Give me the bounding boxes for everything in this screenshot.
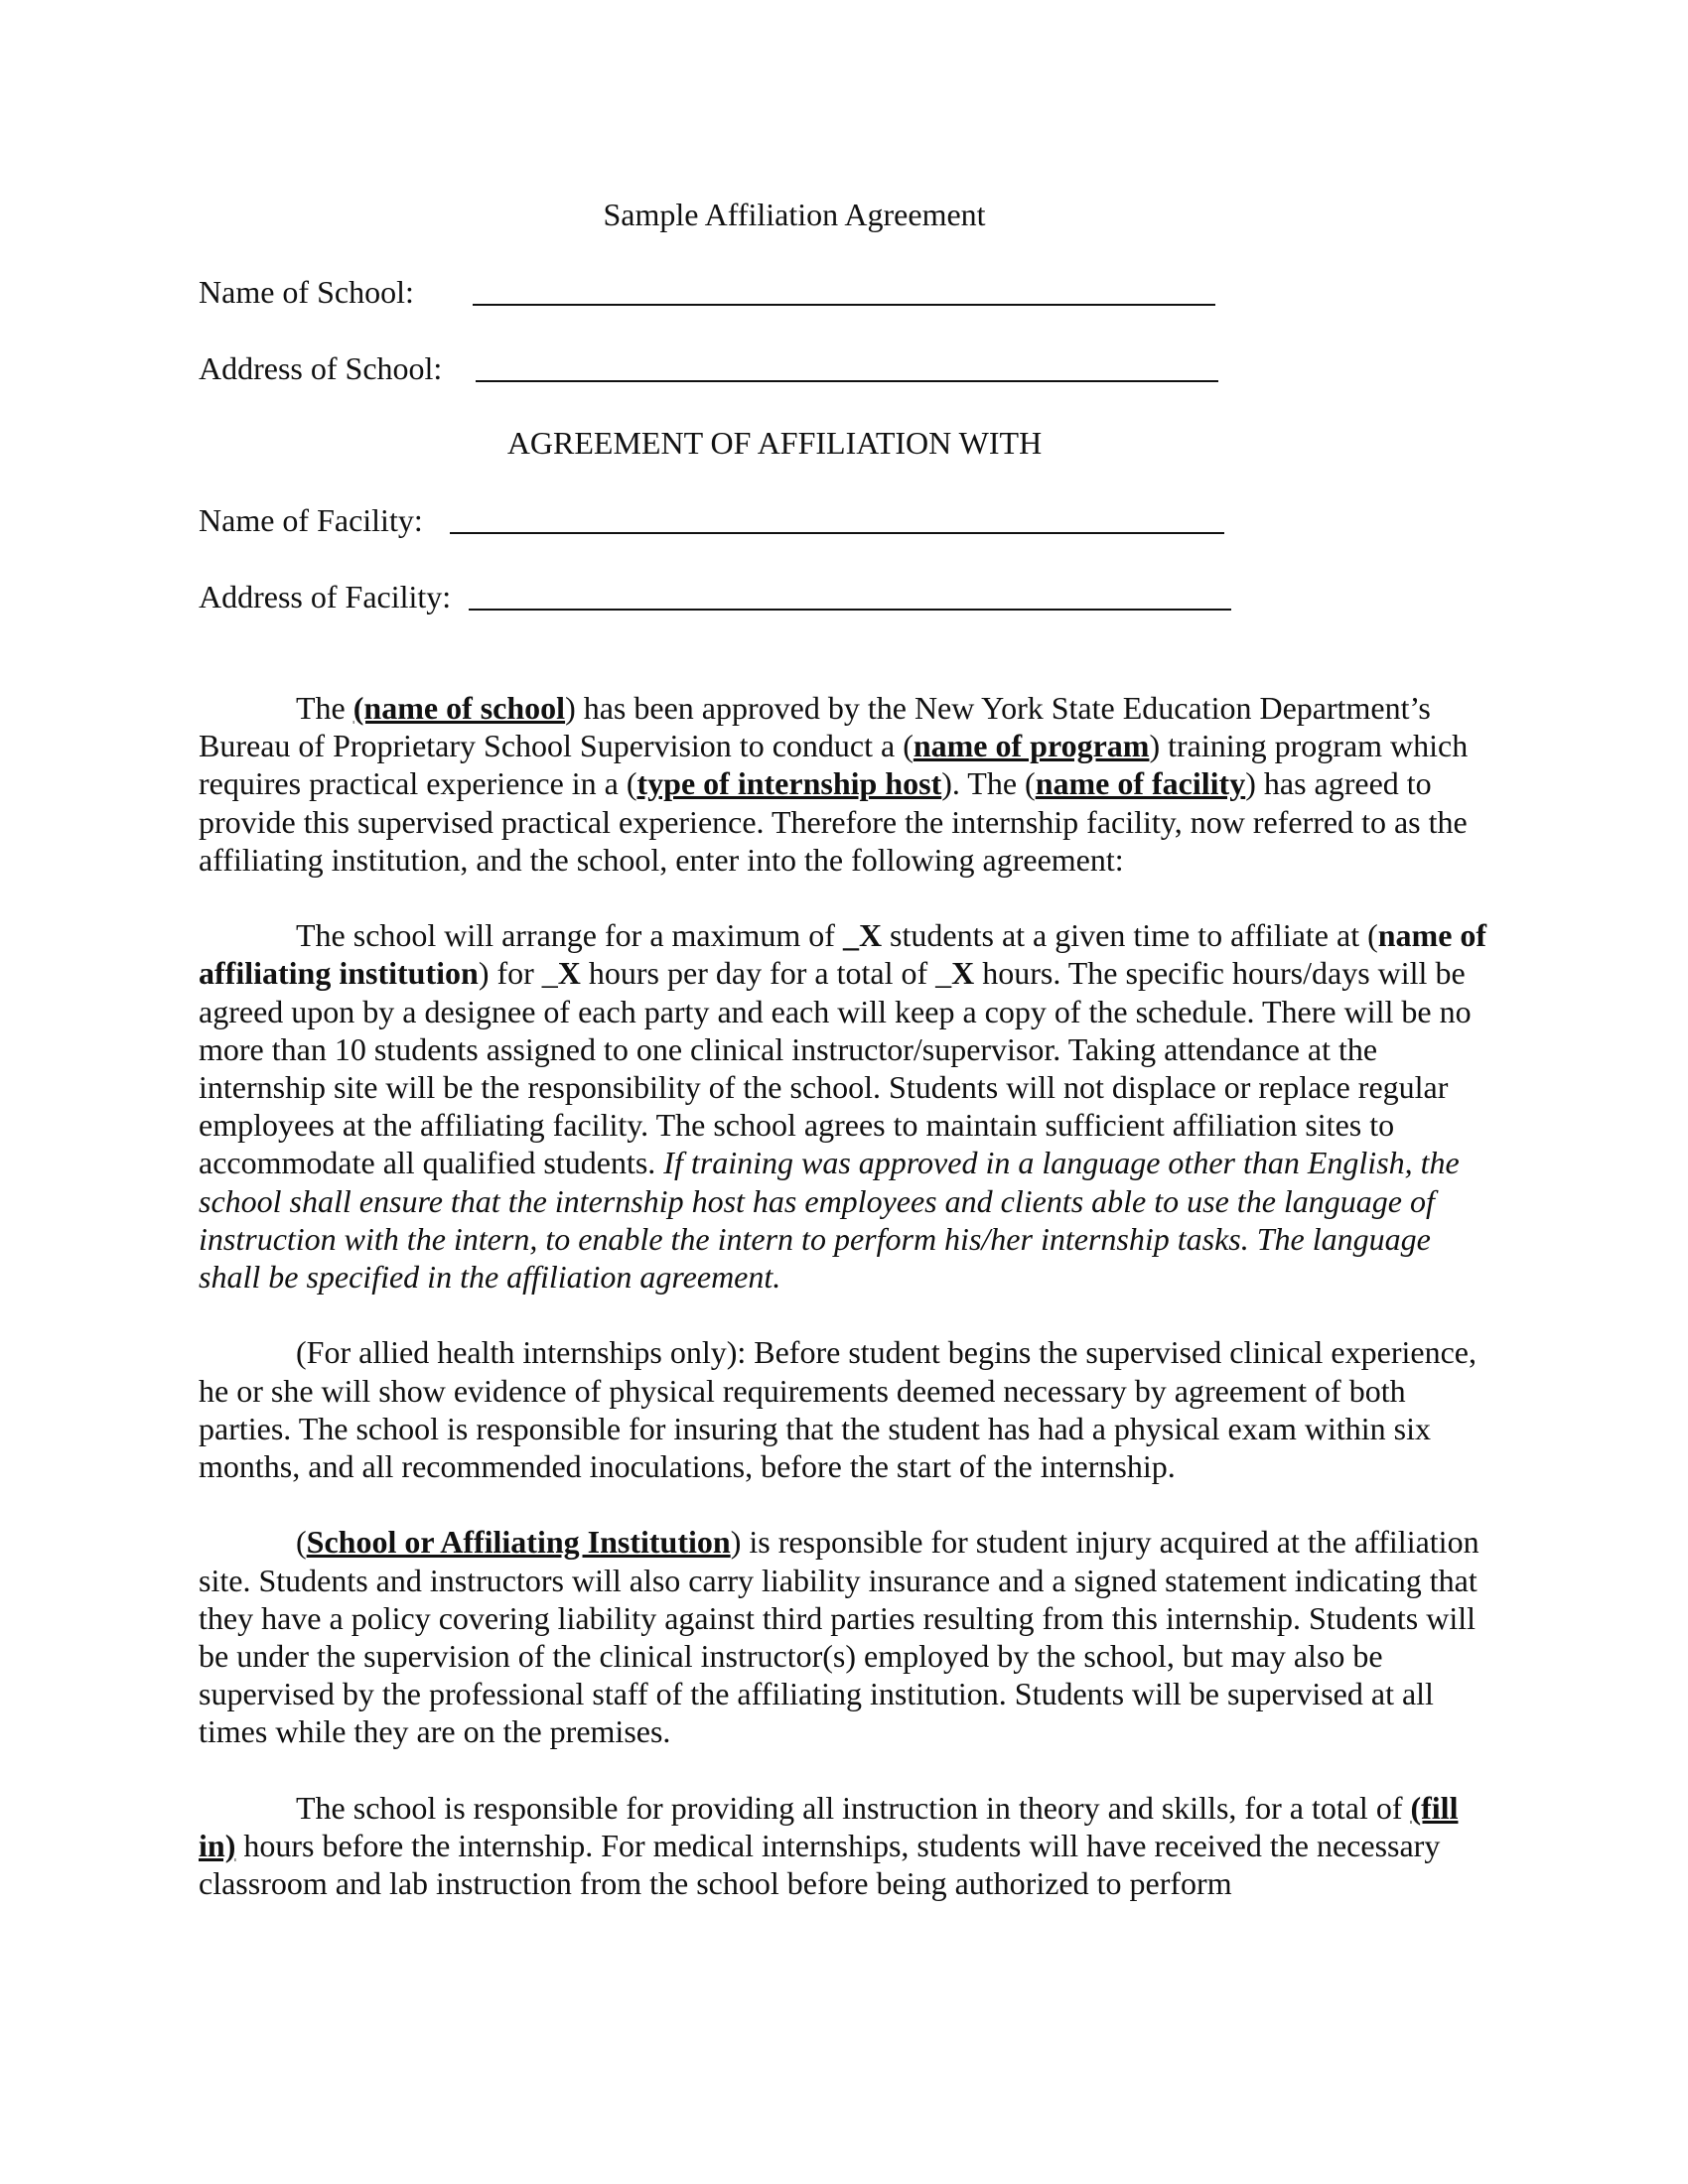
facility-name-blank [450, 532, 1224, 534]
facility-address-blank [469, 609, 1231, 611]
paragraph-approval: The (name of school) has been approved by the New York State Education Department’s Bureau of Proprietary School Supervision to conduct a (name of program) training program which requires practical experience in a (type of internship host). The (name of facility) has agreed to provide this supervised practical experience. Therefore the internship facility, now referred to as the affiliating institution, and the school, enter into the following agreement: [199, 690, 1469, 878]
document-title: Sample Affiliation Agreement [603, 197, 986, 232]
placeholder-name-of-facility: name of facility [1035, 765, 1246, 802]
facility-name-label: Name of Facility: [199, 502, 423, 538]
language-clause: If training was approved in a language other than English, the school shall ensure that the internship host has employees and clients able to use the language of instruction with the intern, to enable the intern to perform his/her internship tasks. The language shall be specified in the affiliation agreement. [199, 1145, 1460, 1296]
facility-address-label: Address of Facility: [199, 579, 452, 614]
agreement-subtitle: AGREEMENT OF AFFILIATION WITH [506, 425, 1043, 461]
placeholder-type-of-internship-host: type of internship host [636, 765, 942, 802]
placeholder-name-of-school: (name of school [352, 690, 566, 726]
placeholder-total-hours: X [951, 955, 975, 992]
agreement-body [199, 689, 1491, 1902]
paragraph-liability: (School or Affiliating Institution) is responsible for student injury acquired at the affiliation site. Students and instructors will also carry liability insurance and a signed statement indicating that they have a policy covering liability against third parties resulting from this internship. Students will be under the supervision of the clinical instructor(s) employed by the school, but may also be supervised by the professional staff of the affiliating institution. Students will be supervised at all times while they are on the premises. [199, 1524, 1479, 1750]
school-name-blank [473, 304, 1215, 306]
placeholder-name-of-program: name of program [913, 728, 1150, 764]
paragraph-instruction: The school is responsible for providing all instruction in theory and skills, for a total of (fill in) hours before the internship. For medical internships, students will have received the necessary classroom and lab instruction from the school before being authorized to perform [199, 1789, 1459, 1902]
paragraph-arrangement: The school will arrange for a maximum of _X students at a given time to affiliate at (name of affiliating institution) for _X hours per day for a total of _X hours. The specific hours/days will be agreed upon by a designee of each party and each will keep a copy of the schedule. There will be no more than 10 students assigned to one clinical instructor/supervisor. Taking attendance at the internship site will be the responsibility of the school. Students will not displace or replace regular employees at the affiliating facility. The school agrees to maintain sufficient affiliation sites to accommodate all qualified students. If training was approved in a language other than English, the school shall ensure that the internship host has employees and clients able to use the language of instruction with the intern, to enable the intern to perform his/her internship tasks. The language shall be specified in the affiliation agreement. [199, 917, 1487, 1296]
placeholder-affiliating-institution: name of affiliating institution [199, 917, 1487, 992]
paragraph-allied-health: (For allied health internships only): Before student begins the supervised clinical experience, he or she will show evidence of physical requirements deemed necessary by agreement of both parties. The school is responsible for insuring that the student has had a physical exam within six months, and all recommended inoculations, before the start of the internship. [199, 1334, 1477, 1485]
placeholder-max-students: _X [842, 917, 883, 954]
school-address-label: Address of School: [199, 350, 443, 386]
placeholder-hours-per-day: X [557, 955, 581, 992]
placeholder-school-or-institution: School or Affiliating Institution [306, 1524, 731, 1561]
school-address-blank [476, 380, 1218, 382]
school-name-label: Name of School: [199, 274, 414, 310]
placeholder-fill-in-hours: (fill in) [199, 1789, 1459, 1864]
